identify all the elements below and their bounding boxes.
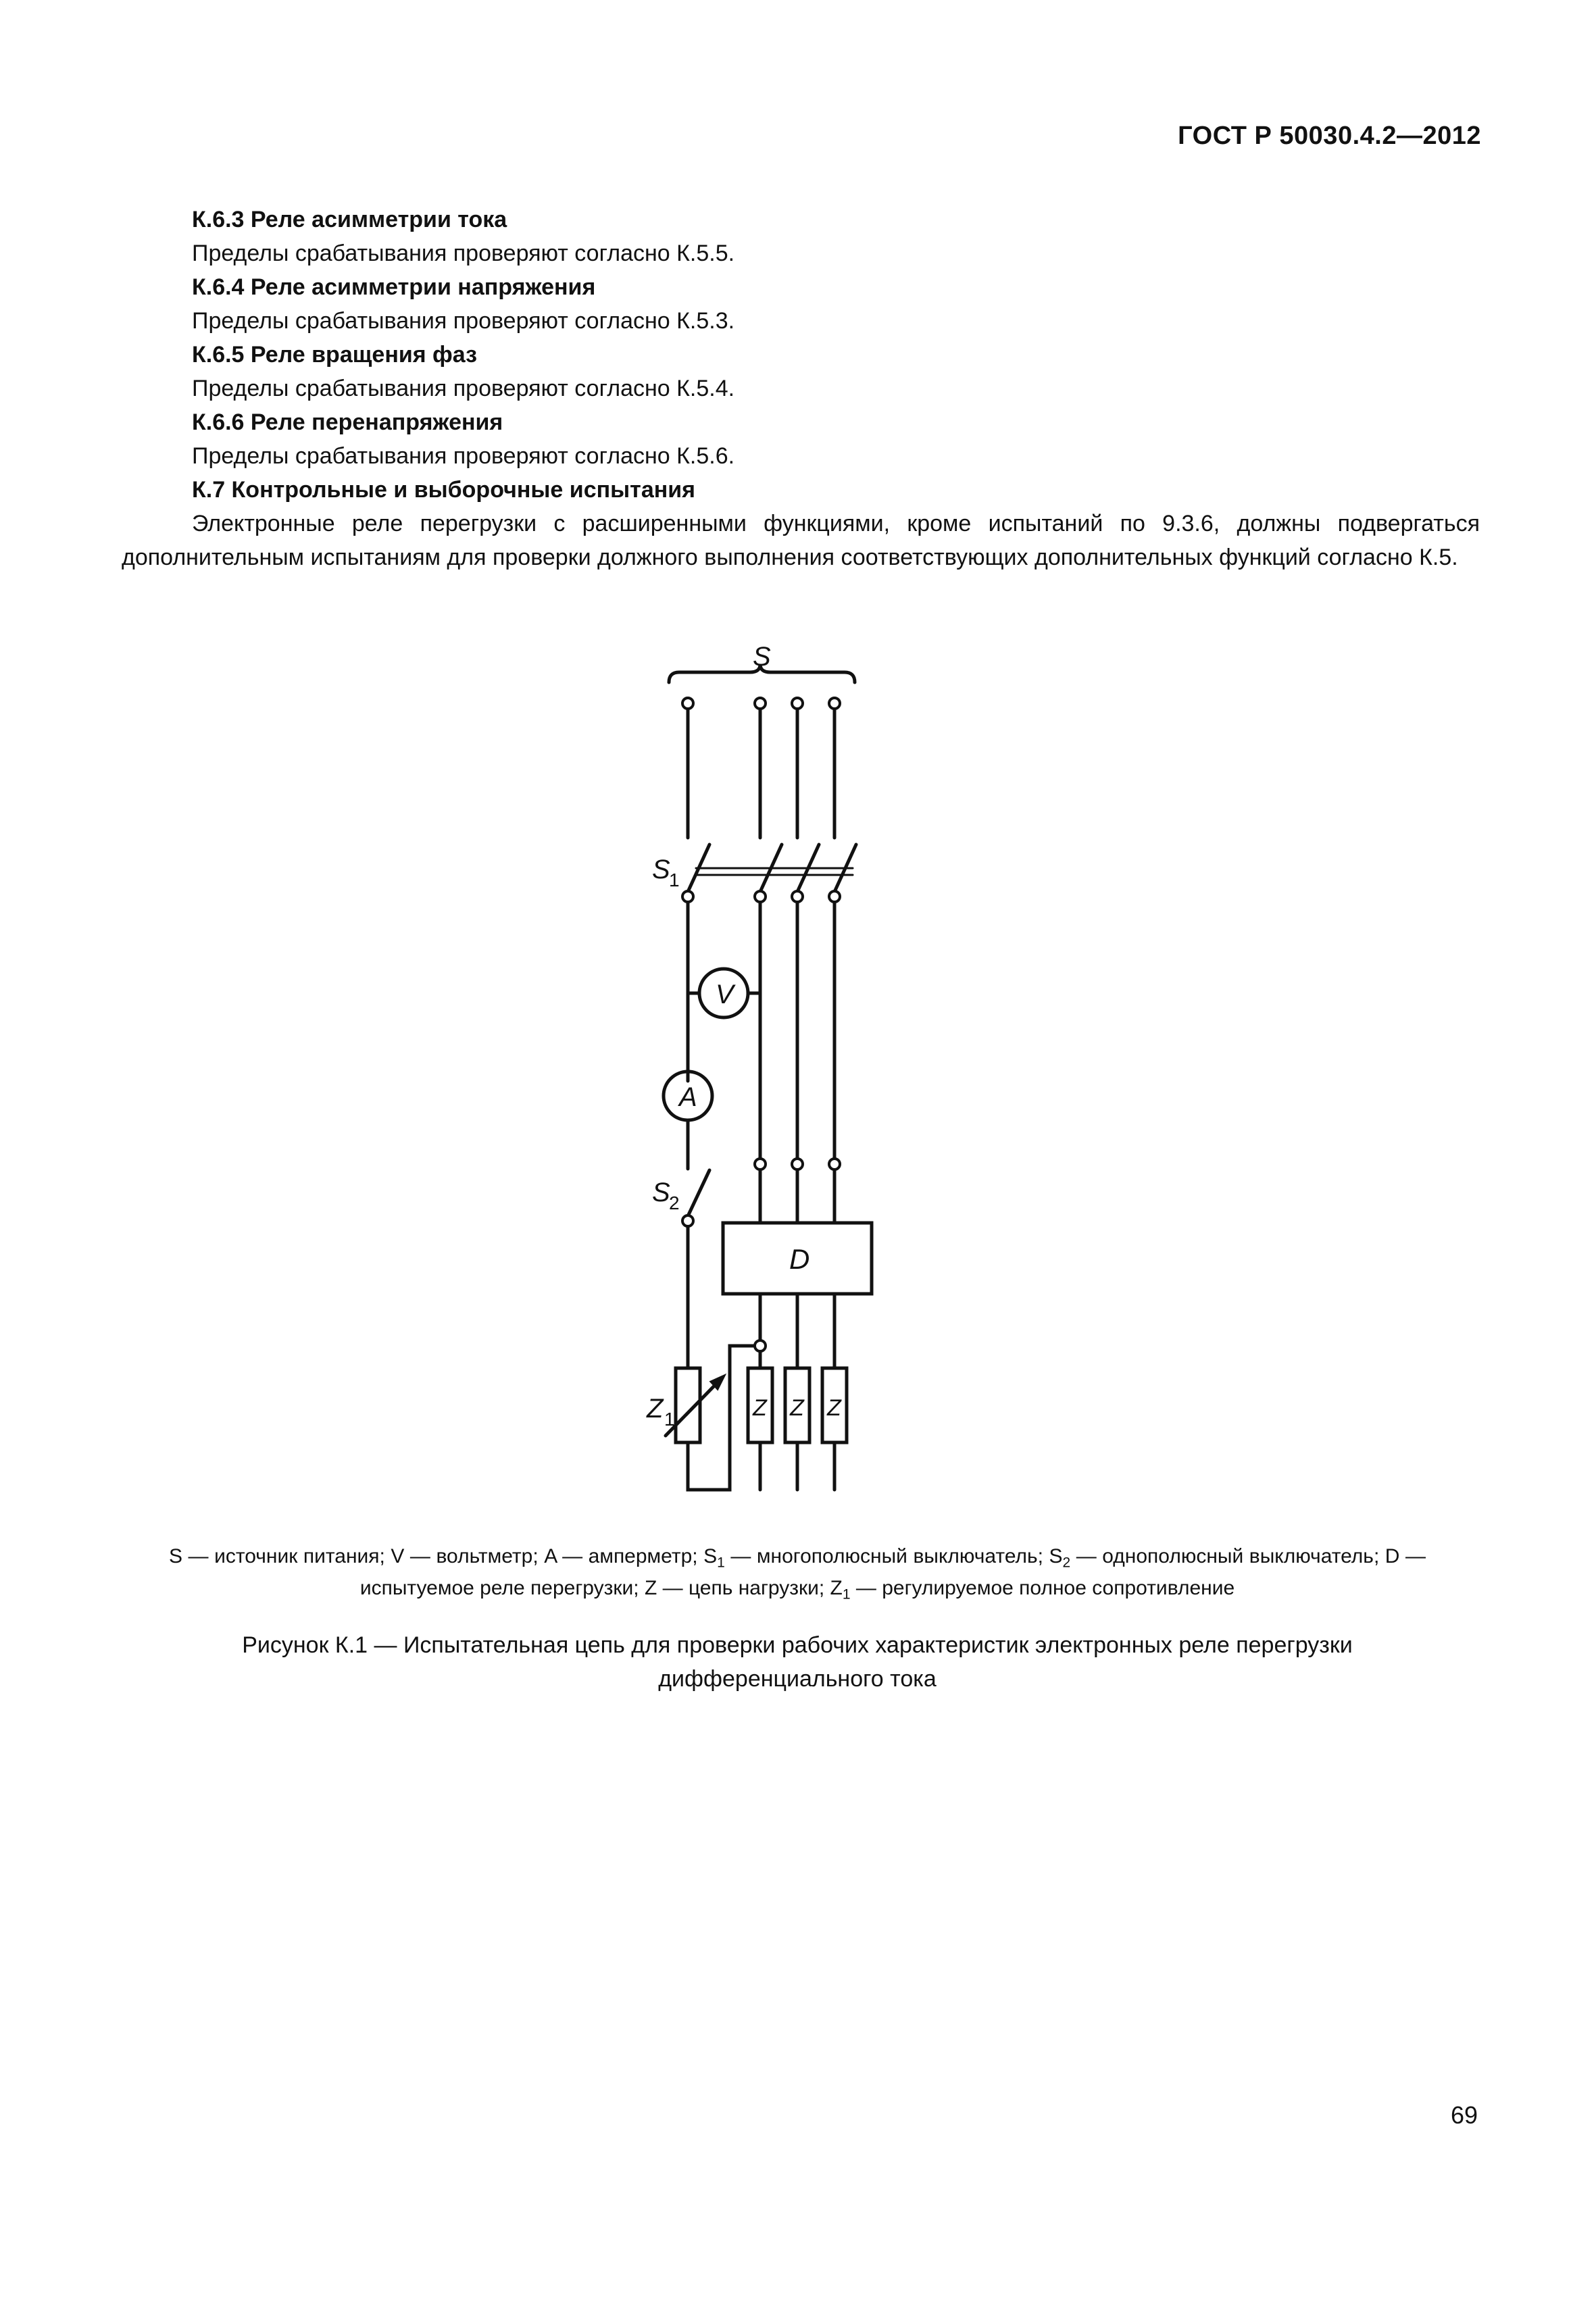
label-s1: S	[652, 855, 670, 884]
legend-sub-3: 1	[842, 1586, 851, 1603]
section-heading-k66: К.6.6 Реле перенапряжения	[192, 409, 503, 435]
terminal-d-2	[792, 1159, 803, 1169]
label-s1-sub: 1	[669, 870, 680, 890]
label-z1-sub: 1	[664, 1409, 675, 1430]
legend-part-1: S — источник питания; V — вольтметр; A — амперметр; S	[169, 1545, 718, 1567]
terminal-z1-tap	[755, 1340, 766, 1351]
label-z-1: Z	[753, 1395, 767, 1421]
section-heading-k65: К.6.5 Реле вращения фаз	[192, 342, 478, 368]
legend-sub-1: 1	[717, 1555, 725, 1571]
legend-sub-2: 2	[1062, 1555, 1071, 1571]
z-resistor-2	[785, 1368, 809, 1442]
label-s2: S	[652, 1178, 670, 1207]
device-d-box	[723, 1223, 872, 1294]
label-z-3: Z	[827, 1395, 841, 1421]
terminal-s1-2	[792, 891, 803, 902]
z-resistor-3	[822, 1368, 847, 1442]
figure-legend	[169, 1544, 1426, 1608]
section-heading-k7: К.7 Контрольные и выборочные испытания	[192, 477, 696, 503]
text-block	[122, 203, 1480, 574]
s1-blade-l	[688, 845, 709, 892]
z1-resistor	[676, 1368, 700, 1442]
section-text-k7: Электронные реле перегрузки с расширенными функциями, кроме испытаний по 9.3.6, должны подвергаться дополнительным испытаниям для проверки должного выполнения соответствующих дополнительных функций согласно К.5.	[122, 511, 1480, 570]
terminal-s1-l	[682, 891, 693, 902]
section-heading-k63: К.6.3 Реле асимметрии тока	[192, 207, 507, 232]
terminal-s1-1	[755, 891, 766, 902]
terminal-d-3	[829, 1159, 840, 1169]
voltmeter-circle	[699, 969, 748, 1017]
terminal-d-1	[755, 1159, 766, 1169]
arrow-head-icon	[711, 1376, 724, 1389]
s1-blade-2	[797, 845, 819, 892]
terminal-top-1	[755, 698, 766, 709]
page-number: 69	[1450, 2101, 1478, 2129]
section-text-k66: Пределы срабатывания проверяют согласно К.5.6.	[192, 443, 735, 469]
section-text-k63: Пределы срабатывания проверяют согласно К.5.5.	[192, 241, 735, 266]
z1-tap-wire	[688, 1346, 760, 1490]
label-a: A	[679, 1082, 697, 1112]
z1-variable-arrow	[666, 1378, 722, 1436]
section-heading-k64: К.6.4 Реле асимметрии напряжения	[192, 274, 596, 300]
legend-part-2: — многополюсный выключатель; S	[724, 1545, 1063, 1567]
legend-part-4: — регулируемое полное сопротивление	[850, 1577, 1235, 1600]
section-text-k64: Пределы срабатывания проверяют согласно К.5.3.	[192, 308, 735, 334]
label-s: S	[753, 642, 771, 672]
terminal-top-l	[682, 698, 693, 709]
ammeter-circle	[664, 1072, 712, 1120]
s2-blade	[688, 1170, 709, 1216]
s1-blade-3	[834, 845, 856, 892]
section-text-k65: Пределы срабатывания проверяют согласно К.5.4.	[192, 376, 735, 401]
terminal-top-3	[829, 698, 840, 709]
terminal-top-2	[792, 698, 803, 709]
figure-caption: Рисунок К.1 — Испытательная цепь для проверки рабочих характеристик электронных реле перегрузки дифференциального тока	[242, 1632, 1353, 1692]
label-z1: Z	[647, 1394, 664, 1424]
source-brace	[669, 664, 855, 682]
label-d: D	[789, 1243, 810, 1275]
label-s2-sub: 2	[669, 1192, 680, 1213]
label-z-2: Z	[790, 1395, 804, 1421]
legend-part-3: — однополюсный выключатель; D — испытуемое реле перегрузки; Z — цепь нагрузки; Z	[359, 1545, 1426, 1600]
label-v: V	[716, 980, 734, 1009]
terminal-s2	[682, 1215, 693, 1226]
terminal-s1-3	[829, 891, 840, 902]
s1-blade-1	[760, 845, 782, 892]
z-resistor-1	[748, 1368, 772, 1442]
document-code: ГОСТ Р 50030.4.2—2012	[1178, 122, 1481, 150]
